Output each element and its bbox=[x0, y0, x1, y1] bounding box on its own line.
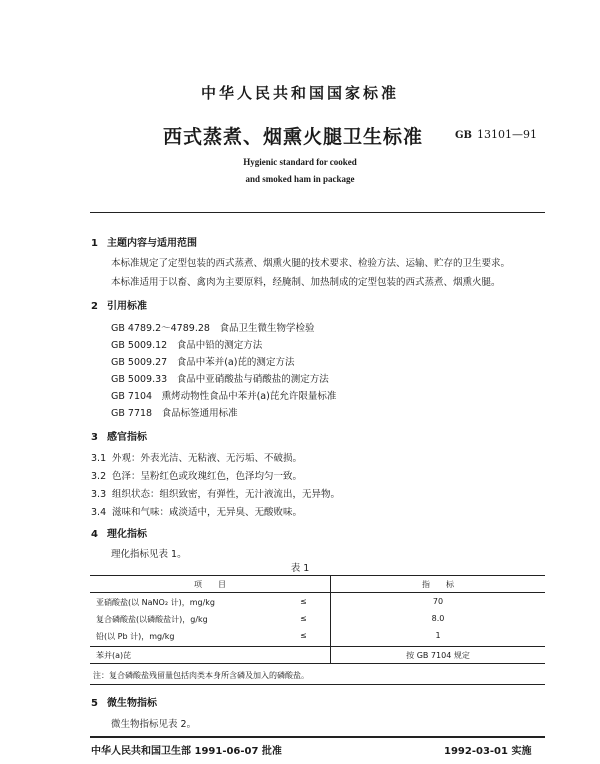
sensory-item: 3.2 色泽：呈粉红色或玫瑰红色，色泽均匀一致。 bbox=[91, 471, 303, 482]
section-2-heading: 2 引用标准 bbox=[91, 301, 147, 312]
table-note: 注：复合磷酸盐残留量包括肉类本身所含磷及加入的磷酸盐。 bbox=[93, 671, 309, 680]
table-cell-value: 70 bbox=[432, 597, 444, 606]
table-cell-operator: ≤ bbox=[300, 614, 307, 623]
section-5-heading: 5 微生物指标 bbox=[91, 698, 157, 709]
reference-item: GB 7104 熏烤动物性食品中苯并(a)芘允许限量标准 bbox=[111, 391, 337, 402]
standard-number bbox=[455, 128, 537, 141]
table-header-item: 项 目 bbox=[194, 580, 226, 589]
sensory-item: 3.1 外观：外表光洁、无粘液、无污垢、不破损。 bbox=[91, 453, 303, 464]
section-3-heading: 3 感官指标 bbox=[91, 432, 147, 443]
table-cell-value: 按 GB 7104 规定 bbox=[406, 651, 470, 660]
section-4-intro: 理化指标见表 1。 bbox=[111, 549, 187, 560]
section-4-heading: 4 理化指标 bbox=[91, 529, 147, 540]
reference-item: GB 4789.2～4789.28 食品卫生微生物学检验 bbox=[111, 323, 315, 334]
english-title-line-2: and smoked ham in package bbox=[245, 174, 355, 184]
approval-line: 中华人民共和国卫生部 1991-06-07 批准 bbox=[91, 746, 282, 757]
table-top-rule bbox=[90, 575, 545, 576]
table-cell-item: 铅(以 Pb 计)，mg/kg bbox=[96, 632, 175, 641]
standard-title: 西式蒸煮、烟熏火腿卫生标准 bbox=[163, 126, 424, 148]
gb-number: 13101—91 bbox=[477, 128, 537, 141]
reference-item: GB 5009.12 食品中铅的测定方法 bbox=[111, 340, 263, 351]
reference-item: GB 7718 食品标签通用标准 bbox=[111, 408, 238, 419]
sensory-item: 3.3 组织状态：组织致密，有弹性，无汁液流出，无异物。 bbox=[91, 489, 341, 500]
english-title-line-1: Hygienic standard for cooked bbox=[243, 157, 357, 167]
table-cell-item: 复合磷酸盐(以磷酸盐计)，g/kg bbox=[96, 615, 208, 624]
table-header-rule bbox=[90, 592, 545, 593]
table-cell-item: 苯并(a)芘 bbox=[96, 651, 132, 660]
table-1-caption: 表 1 bbox=[290, 563, 310, 574]
section-1-paragraph: 本标准适用于以畜、禽肉为主要原料，经腌制、加热制成的定型包装的西式蒸煮、烟熏火腿。 bbox=[111, 277, 501, 288]
section-1-heading: 1 主题内容与适用范围 bbox=[91, 238, 197, 249]
note-divider bbox=[90, 684, 545, 685]
header-divider bbox=[90, 212, 545, 213]
table-cell-operator: ≤ bbox=[300, 597, 307, 606]
section-1-paragraph: 本标准规定了定型包装的西式蒸煮、烟熏火腿的技术要求、检验方法、运输、贮存的卫生要求。 bbox=[111, 258, 511, 269]
reference-item: GB 5009.33 食品中亚硝酸盐与硝酸盐的测定方法 bbox=[111, 374, 329, 385]
table-cell-value: 8.0 bbox=[431, 614, 445, 623]
sensory-item: 3.4 滋味和气味：咸淡适中，无异臭、无酸败味。 bbox=[91, 507, 303, 518]
footer-rule bbox=[90, 736, 545, 738]
table-cell-item: 亚硝酸盐(以 NaNO₂ 计)，mg/kg bbox=[96, 598, 215, 607]
issuing-organization: 中华人民共和国国家标准 bbox=[200, 84, 399, 102]
table-row-rule bbox=[90, 646, 545, 647]
implementation-date: 1992-03-01 实施 bbox=[444, 746, 532, 757]
reference-item: GB 5009.27 食品中苯并(a)芘的测定方法 bbox=[111, 357, 295, 368]
table-cell-value: 1 bbox=[435, 631, 441, 640]
gb-prefix: GB bbox=[455, 130, 472, 141]
section-5-intro: 微生物指标见表 2。 bbox=[111, 719, 197, 730]
table-bottom-rule bbox=[90, 663, 545, 664]
table-cell-operator: ≤ bbox=[300, 631, 307, 640]
table-header-value: 指 标 bbox=[422, 580, 454, 589]
